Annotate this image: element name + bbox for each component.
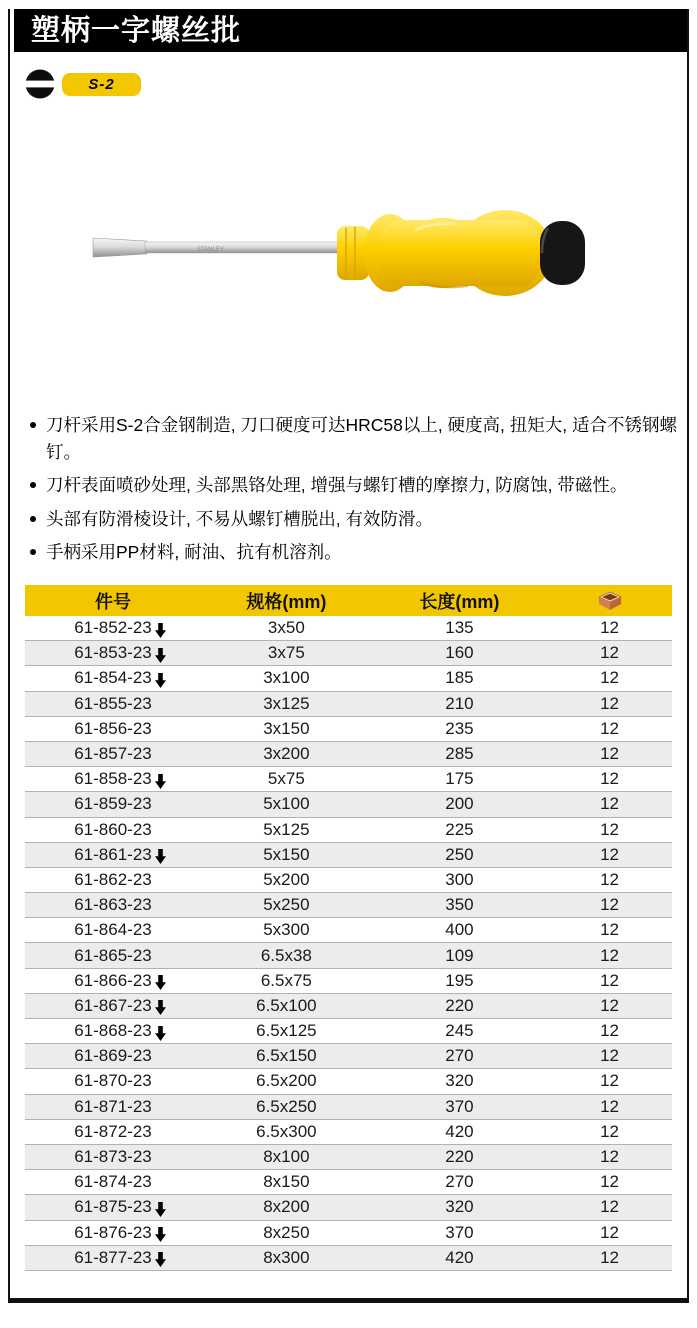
qty-cell: 12 xyxy=(600,1071,619,1091)
length-cell: 320 xyxy=(445,1071,474,1091)
spec-cell: 5x150 xyxy=(263,844,310,864)
feature-item: 刀杆采用S-2合金钢制造, 刀口硬度可达HRC58以上, 硬度高, 扭矩大, 适合不锈钢螺钉。 xyxy=(28,412,678,465)
part-cell xyxy=(25,1071,201,1091)
part-number: 61-856-23 xyxy=(74,718,152,738)
part-number: 61-863-23 xyxy=(74,895,152,915)
part-number: 61-857-23 xyxy=(74,744,152,764)
spec-cell: 6.5x300 xyxy=(256,1121,317,1141)
spec-cell: 5x125 xyxy=(263,819,310,839)
part-number: 61-860-23 xyxy=(74,819,152,839)
qty-cell: 12 xyxy=(600,1121,619,1141)
qty-cell: 12 xyxy=(600,769,619,789)
qty-cell: 12 xyxy=(600,1096,619,1116)
part-cell xyxy=(25,694,201,714)
part-number: 61-875-23 xyxy=(74,1197,152,1217)
feature-item: 手柄采用PP材料, 耐油、抗有机溶剂。 xyxy=(28,539,678,566)
spec-cell: 3x125 xyxy=(263,693,310,713)
down-arrow-icon xyxy=(155,1252,166,1267)
length-cell: 160 xyxy=(445,643,474,663)
table-row xyxy=(25,1019,672,1044)
qty-cell: 12 xyxy=(600,1021,619,1041)
spec-cell: 5x100 xyxy=(263,794,310,814)
part-number: 61-871-23 xyxy=(74,1096,152,1116)
down-arrow-icon xyxy=(155,1202,166,1217)
table-row xyxy=(25,666,672,691)
part-cell xyxy=(25,618,201,638)
length-cell: 200 xyxy=(445,794,474,814)
table-row xyxy=(25,1246,672,1271)
table-row xyxy=(25,616,672,641)
part-number: 61-873-23 xyxy=(74,1147,152,1167)
spec-cell: 8x200 xyxy=(263,1197,310,1217)
down-arrow-icon xyxy=(155,648,166,663)
table-row xyxy=(25,792,672,817)
handle-body xyxy=(364,210,553,296)
table-row xyxy=(25,969,672,994)
length-cell: 185 xyxy=(445,668,474,688)
feature-list xyxy=(28,412,678,573)
feature-item: 刀杆表面喷砂处理, 头部黑铬处理, 增强与螺钉槽的摩擦力, 防腐蚀, 带磁性。 xyxy=(28,472,678,499)
down-arrow-icon xyxy=(155,673,166,688)
length-cell: 320 xyxy=(445,1197,474,1217)
length-cell: 225 xyxy=(445,819,474,839)
spec-cell: 6.5x250 xyxy=(256,1096,317,1116)
part-number: 61-854-23 xyxy=(74,668,152,688)
part-cell xyxy=(25,1172,201,1192)
qty-cell: 12 xyxy=(600,1147,619,1167)
part-number: 61-865-23 xyxy=(74,945,152,965)
header-part-number: 件号 xyxy=(94,591,131,612)
table-row xyxy=(25,1170,672,1195)
part-number: 61-877-23 xyxy=(74,1247,152,1267)
down-arrow-icon xyxy=(155,1000,166,1015)
part-cell xyxy=(25,820,201,840)
table-row xyxy=(25,717,672,742)
qty-cell: 12 xyxy=(600,920,619,940)
table-row xyxy=(25,641,672,666)
length-cell: 300 xyxy=(445,869,474,889)
slotted-drive-icon xyxy=(25,69,55,99)
qty-cell: 12 xyxy=(600,718,619,738)
table-row xyxy=(25,893,672,918)
down-arrow-icon xyxy=(155,1227,166,1242)
part-number: 61-864-23 xyxy=(74,920,152,940)
qty-cell: 12 xyxy=(600,668,619,688)
part-cell xyxy=(25,1046,201,1066)
part-cell xyxy=(25,1097,201,1117)
page-border-bottom xyxy=(8,1298,689,1303)
part-cell xyxy=(25,996,201,1016)
table-row xyxy=(25,1044,672,1069)
header-length: 长度(mm) xyxy=(419,591,500,612)
qty-cell: 12 xyxy=(600,995,619,1015)
shaft xyxy=(145,242,342,253)
blade-tip xyxy=(93,238,147,257)
table-row xyxy=(25,994,672,1019)
header-spec: 规格(mm) xyxy=(246,591,327,612)
table-header xyxy=(25,585,672,616)
qty-cell: 12 xyxy=(600,618,619,638)
table-row xyxy=(25,1095,672,1120)
length-cell: 420 xyxy=(445,1247,474,1267)
table-row xyxy=(25,1221,672,1246)
part-cell xyxy=(25,1147,201,1167)
part-cell xyxy=(25,1197,201,1217)
spec-cell: 6.5x125 xyxy=(256,1021,317,1041)
spec-cell: 5x250 xyxy=(263,895,310,915)
part-cell xyxy=(25,769,201,789)
length-cell: 270 xyxy=(445,1172,474,1192)
spec-cell: 8x150 xyxy=(263,1172,310,1192)
qty-cell: 12 xyxy=(600,1222,619,1242)
part-number: 61-874-23 xyxy=(74,1172,152,1192)
qty-cell: 12 xyxy=(600,1172,619,1192)
spec-cell: 6.5x38 xyxy=(260,945,312,965)
length-cell: 270 xyxy=(445,1046,474,1066)
qty-cell: 12 xyxy=(600,693,619,713)
part-cell xyxy=(25,719,201,739)
qty-cell: 12 xyxy=(600,970,619,990)
qty-cell: 12 xyxy=(600,819,619,839)
part-number: 61-876-23 xyxy=(74,1222,152,1242)
part-cell xyxy=(25,971,201,991)
length-cell: 109 xyxy=(445,945,474,965)
part-cell xyxy=(25,1021,201,1041)
spec-cell: 3x50 xyxy=(267,618,305,638)
part-cell xyxy=(25,1248,201,1268)
length-cell: 400 xyxy=(445,920,474,940)
qty-cell: 12 xyxy=(600,869,619,889)
spec-cell: 3x75 xyxy=(267,643,305,663)
qty-cell: 12 xyxy=(600,895,619,915)
screwdriver-product-image xyxy=(85,190,595,315)
page-title: 塑柄一字螺丝批 xyxy=(14,9,687,52)
spec-cell: 8x300 xyxy=(263,1247,310,1267)
length-cell: 370 xyxy=(445,1222,474,1242)
part-cell xyxy=(25,1223,201,1243)
part-number: 61-858-23 xyxy=(74,769,152,789)
length-cell: 135 xyxy=(445,618,474,638)
down-arrow-icon xyxy=(155,975,166,990)
qty-cell: 12 xyxy=(600,945,619,965)
length-cell: 175 xyxy=(445,769,474,789)
part-number: 61-872-23 xyxy=(74,1121,152,1141)
length-cell: 350 xyxy=(445,895,474,915)
part-cell xyxy=(25,946,201,966)
header-pack-qty xyxy=(547,591,672,611)
down-arrow-icon xyxy=(155,623,166,638)
part-cell xyxy=(25,643,201,663)
part-cell xyxy=(25,895,201,915)
part-number: 61-867-23 xyxy=(74,995,152,1015)
qty-cell: 12 xyxy=(600,844,619,864)
spec-cell: 6.5x100 xyxy=(256,995,317,1015)
part-cell xyxy=(25,1122,201,1142)
table-row xyxy=(25,818,672,843)
length-cell: 235 xyxy=(445,718,474,738)
part-number: 61-855-23 xyxy=(74,693,152,713)
table-row xyxy=(25,692,672,717)
table-row xyxy=(25,843,672,868)
qty-cell: 12 xyxy=(600,643,619,663)
down-arrow-icon xyxy=(155,1026,166,1041)
page-border-left xyxy=(8,9,10,1303)
qty-cell: 12 xyxy=(600,1046,619,1066)
page-border-right xyxy=(687,9,689,1303)
tip-material-badge: S-2 xyxy=(62,73,141,96)
table-row xyxy=(25,1195,672,1220)
down-arrow-icon xyxy=(155,849,166,864)
length-cell: 250 xyxy=(445,844,474,864)
down-arrow-icon xyxy=(155,774,166,789)
part-number: 61-866-23 xyxy=(74,970,152,990)
table-row xyxy=(25,943,672,968)
spec-cell: 3x150 xyxy=(263,718,310,738)
part-number: 61-862-23 xyxy=(74,869,152,889)
spec-cell: 6.5x200 xyxy=(256,1071,317,1091)
part-number: 61-870-23 xyxy=(74,1071,152,1091)
spec-cell: 6.5x75 xyxy=(260,970,312,990)
length-cell: 195 xyxy=(445,970,474,990)
part-cell xyxy=(25,668,201,688)
length-cell: 285 xyxy=(445,744,474,764)
box-icon xyxy=(598,591,622,611)
spec-cell: 3x200 xyxy=(263,744,310,764)
part-cell xyxy=(25,845,201,865)
part-cell xyxy=(25,870,201,890)
spec-cell: 5x300 xyxy=(263,920,310,940)
qty-cell: 12 xyxy=(600,744,619,764)
table-row xyxy=(25,918,672,943)
shaft-brand-text: STANLEY xyxy=(197,247,224,253)
part-cell xyxy=(25,744,201,764)
spec-cell: 5x200 xyxy=(263,869,310,889)
table-row xyxy=(25,1145,672,1170)
spec-cell: 8x250 xyxy=(263,1222,310,1242)
part-number: 61-869-23 xyxy=(74,1046,152,1066)
qty-cell: 12 xyxy=(600,1247,619,1267)
length-cell: 420 xyxy=(445,1121,474,1141)
spec-cell: 5x75 xyxy=(267,769,305,789)
qty-cell: 12 xyxy=(600,1197,619,1217)
part-number: 61-861-23 xyxy=(74,844,152,864)
table-row xyxy=(25,1120,672,1145)
table-row xyxy=(25,742,672,767)
part-number: 61-853-23 xyxy=(74,643,152,663)
length-cell: 245 xyxy=(445,1021,474,1041)
spec-cell: 8x100 xyxy=(263,1147,310,1167)
spec-cell: 3x100 xyxy=(263,668,310,688)
part-cell xyxy=(25,794,201,814)
feature-item: 头部有防滑棱设计, 不易从螺钉槽脱出, 有效防滑。 xyxy=(28,506,678,533)
part-number: 61-868-23 xyxy=(74,1021,152,1041)
part-number: 61-852-23 xyxy=(74,618,152,638)
length-cell: 220 xyxy=(445,995,474,1015)
table-row xyxy=(25,767,672,792)
length-cell: 210 xyxy=(445,693,474,713)
spec-table xyxy=(25,585,672,1271)
table-row xyxy=(25,1069,672,1094)
spec-cell: 6.5x150 xyxy=(256,1046,317,1066)
part-cell xyxy=(25,920,201,940)
length-cell: 220 xyxy=(445,1147,474,1167)
table-row xyxy=(25,868,672,893)
length-cell: 370 xyxy=(445,1096,474,1116)
part-number: 61-859-23 xyxy=(74,794,152,814)
qty-cell: 12 xyxy=(600,794,619,814)
table-body xyxy=(25,616,672,1271)
